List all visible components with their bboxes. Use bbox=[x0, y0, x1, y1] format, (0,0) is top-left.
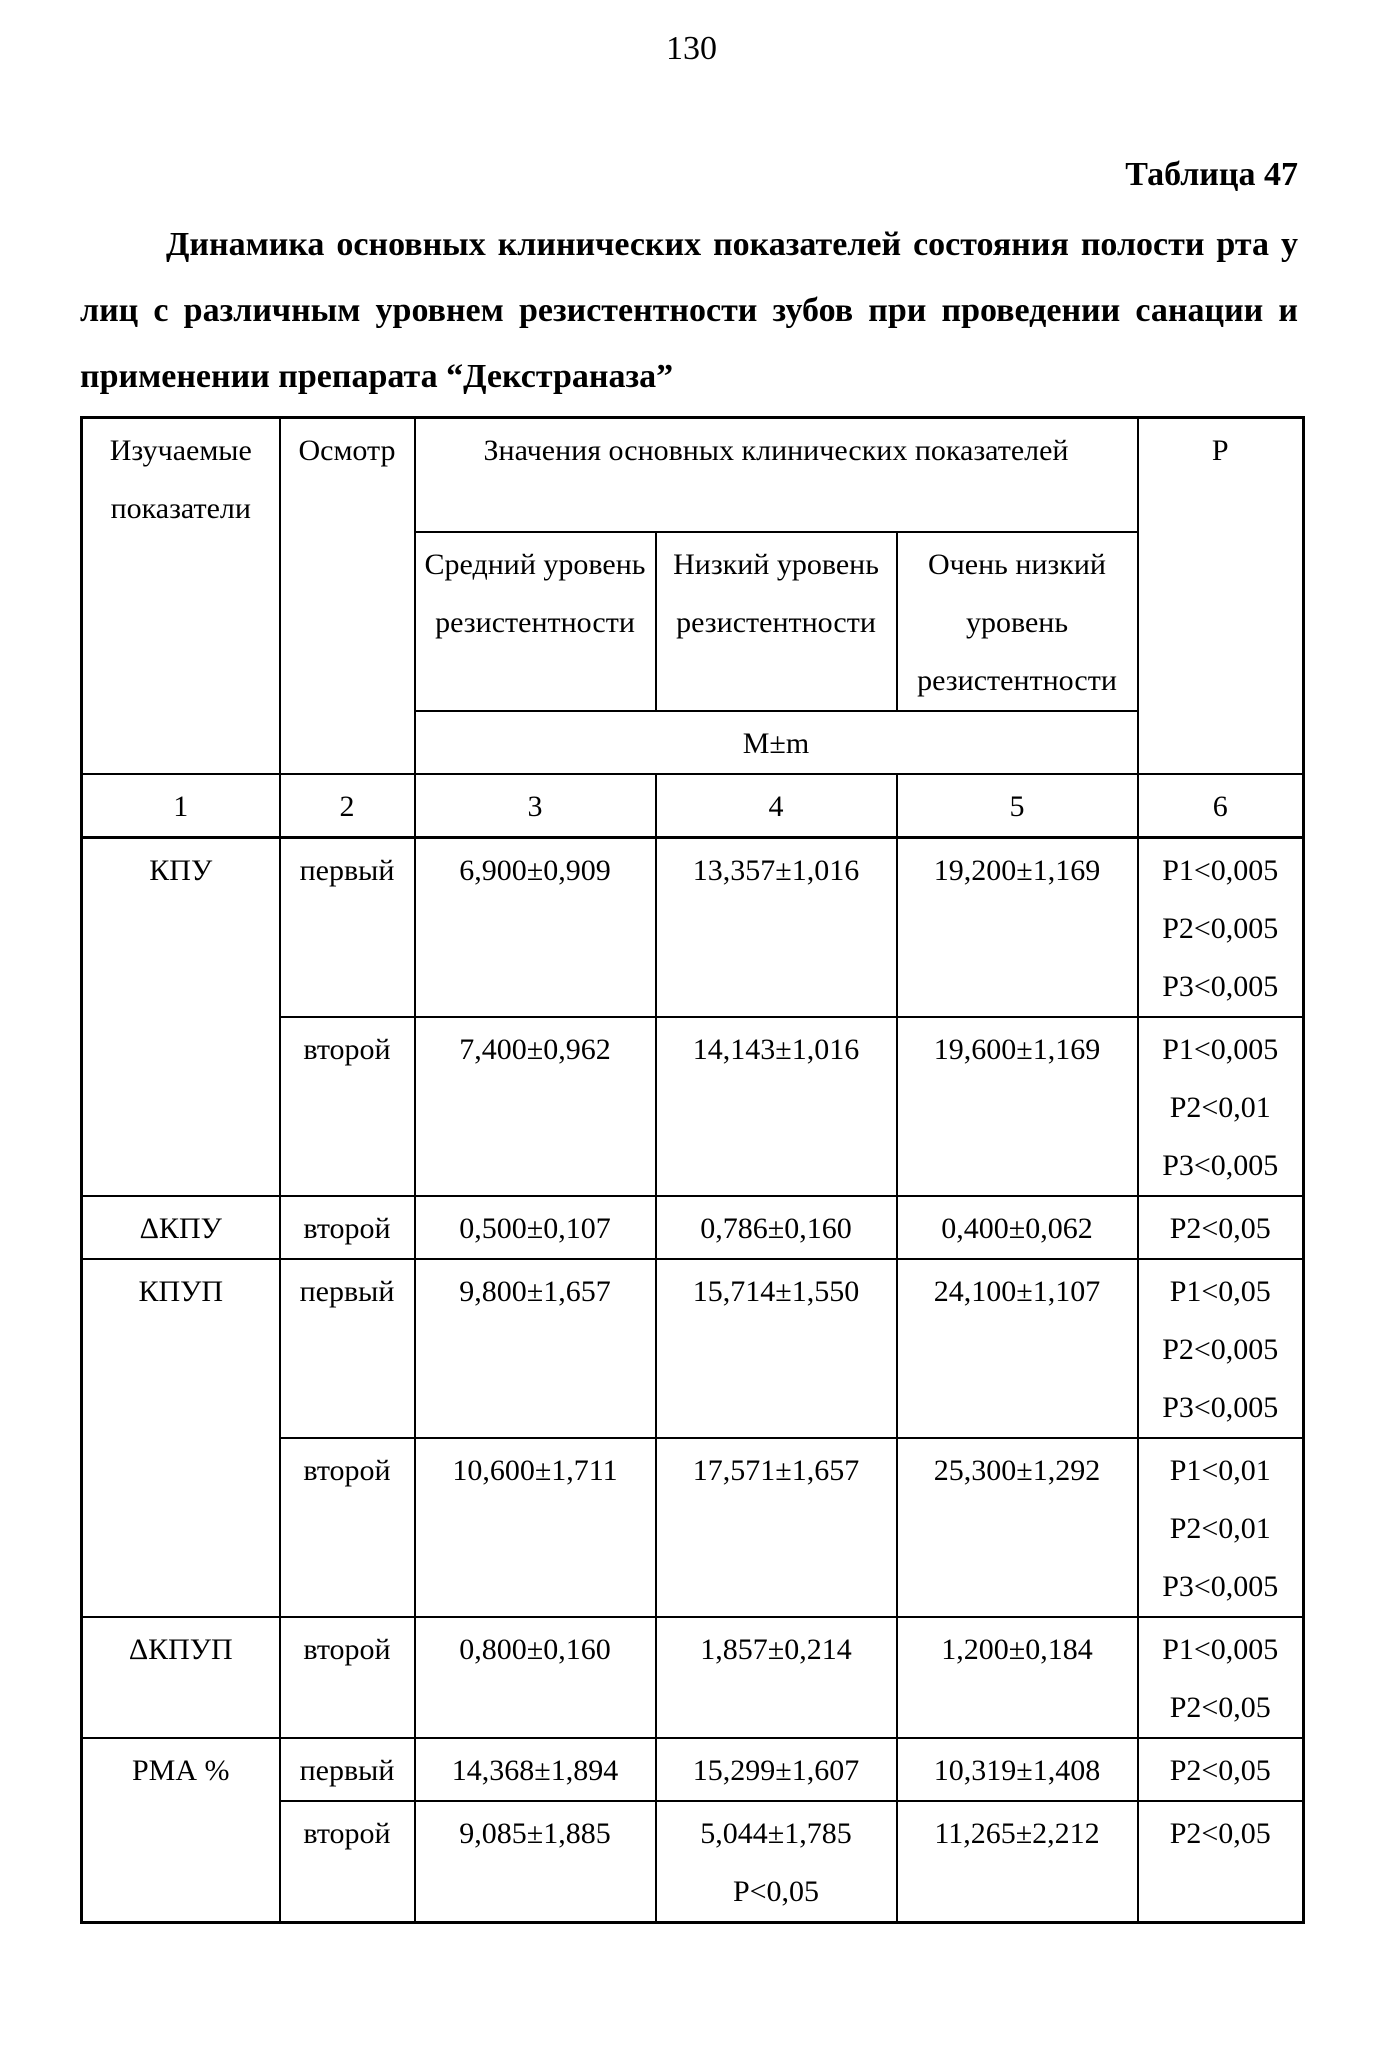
p-value: P2<0,01 bbox=[1169, 1090, 1271, 1124]
p-value: P3<0,005 bbox=[1162, 1148, 1279, 1182]
value-medium: 0,500±0,107 bbox=[415, 1196, 656, 1259]
header-medium-resistance: Средний уровень резистентности bbox=[415, 532, 656, 711]
exam-cell: второй bbox=[280, 1196, 415, 1259]
value-low-cell bbox=[656, 1801, 897, 1923]
header-low-resistance: Низкий уровень резистентности bbox=[656, 532, 897, 711]
header-exam: Осмотр bbox=[280, 418, 415, 774]
value-medium: 9,085±1,885 bbox=[415, 1801, 656, 1923]
header-indicators: Изучаемые показатели bbox=[82, 418, 280, 774]
value-very-low: 1,200±0,184 bbox=[897, 1617, 1138, 1738]
header-mean-error: M±m bbox=[415, 711, 1138, 774]
exam-cell: второй bbox=[280, 1617, 415, 1738]
p-cell bbox=[1138, 1617, 1304, 1738]
value-low: 5,044±1,785 bbox=[700, 1816, 852, 1850]
indicator-rma: РМА % bbox=[82, 1738, 280, 1923]
value-low: 14,143±1,016 bbox=[656, 1017, 897, 1196]
p-value: P2<0,05 bbox=[1169, 1690, 1271, 1724]
p-cell bbox=[1138, 1259, 1304, 1438]
p-value: P3<0,005 bbox=[1162, 969, 1279, 1003]
p-value: P1<0,005 bbox=[1162, 1632, 1279, 1666]
column-number-2: 2 bbox=[280, 774, 415, 838]
column-number-6: 6 bbox=[1138, 774, 1304, 838]
column-number-4: 4 bbox=[656, 774, 897, 838]
column-number-3: 3 bbox=[415, 774, 656, 838]
exam-cell: первый bbox=[280, 1259, 415, 1438]
value-medium: 10,600±1,711 bbox=[415, 1438, 656, 1617]
value-low: 1,857±0,214 bbox=[656, 1617, 897, 1738]
value-low: 15,714±1,550 bbox=[656, 1259, 897, 1438]
header-p: P bbox=[1138, 418, 1304, 774]
p-cell bbox=[1138, 1438, 1304, 1617]
column-number-5: 5 bbox=[897, 774, 1138, 838]
page-number: 130 bbox=[666, 30, 717, 67]
exam-cell: второй bbox=[280, 1438, 415, 1617]
p-value: P1<0,01 bbox=[1169, 1453, 1271, 1487]
table-caption: Динамика основных клинических показателей состояния полости рта у лиц с различным уровнем резистентности зубов при проведении санации и применении препарата “Декстраназа” bbox=[80, 226, 1298, 395]
value-medium: 0,800±0,160 bbox=[415, 1617, 656, 1738]
p-value: P3<0,005 bbox=[1162, 1569, 1279, 1603]
value-medium: 14,368±1,894 bbox=[415, 1738, 656, 1801]
exam-cell: первый bbox=[280, 837, 415, 1017]
p-cell bbox=[1138, 1738, 1304, 1801]
column-number-1: 1 bbox=[82, 774, 280, 838]
p-value: P2<0,005 bbox=[1162, 911, 1279, 945]
p-value: P2<0,005 bbox=[1162, 1332, 1279, 1366]
p-cell bbox=[1138, 1801, 1304, 1923]
value-medium: 9,800±1,657 bbox=[415, 1259, 656, 1438]
header-values-group: Значения основных клинических показателей bbox=[415, 418, 1138, 532]
value-low-note: P<0,05 bbox=[732, 1874, 820, 1908]
value-low: 17,571±1,657 bbox=[656, 1438, 897, 1617]
p-value: P2<0,05 bbox=[1169, 1211, 1271, 1245]
value-medium: 7,400±0,962 bbox=[415, 1017, 656, 1196]
value-very-low: 11,265±2,212 bbox=[897, 1801, 1138, 1923]
p-cell bbox=[1138, 1196, 1304, 1259]
indicator-delta-kpu: ΔКПУ bbox=[82, 1196, 280, 1259]
results-table bbox=[80, 416, 1305, 1924]
p-value: P1<0,05 bbox=[1169, 1274, 1271, 1308]
p-cell bbox=[1138, 1017, 1304, 1196]
value-low: 0,786±0,160 bbox=[656, 1196, 897, 1259]
p-value: P2<0,01 bbox=[1169, 1511, 1271, 1545]
header-very-low-resistance: Очень низкий уровень резистентности bbox=[897, 532, 1138, 711]
p-value: P1<0,005 bbox=[1162, 853, 1279, 887]
value-medium: 6,900±0,909 bbox=[415, 837, 656, 1017]
p-value: P1<0,005 bbox=[1162, 1032, 1279, 1066]
value-very-low: 19,200±1,169 bbox=[897, 837, 1138, 1017]
p-value: P2<0,05 bbox=[1169, 1816, 1271, 1850]
exam-cell: первый bbox=[280, 1738, 415, 1801]
value-very-low: 19,600±1,169 bbox=[897, 1017, 1138, 1196]
p-value: P3<0,005 bbox=[1162, 1390, 1279, 1424]
exam-cell: второй bbox=[280, 1017, 415, 1196]
indicator-kpup: КПУП bbox=[82, 1259, 280, 1617]
value-very-low: 24,100±1,107 bbox=[897, 1259, 1138, 1438]
indicator-kpu: КПУ bbox=[82, 837, 280, 1196]
value-low: 15,299±1,607 bbox=[656, 1738, 897, 1801]
indicator-delta-kpup: ΔКПУП bbox=[82, 1617, 280, 1738]
table-label: Таблица 47 bbox=[1125, 156, 1298, 193]
value-low: 13,357±1,016 bbox=[656, 837, 897, 1017]
p-cell bbox=[1138, 837, 1304, 1017]
value-very-low: 10,319±1,408 bbox=[897, 1738, 1138, 1801]
exam-cell: второй bbox=[280, 1801, 415, 1923]
value-very-low: 25,300±1,292 bbox=[897, 1438, 1138, 1617]
value-very-low: 0,400±0,062 bbox=[897, 1196, 1138, 1259]
p-value: P2<0,05 bbox=[1169, 1753, 1271, 1787]
